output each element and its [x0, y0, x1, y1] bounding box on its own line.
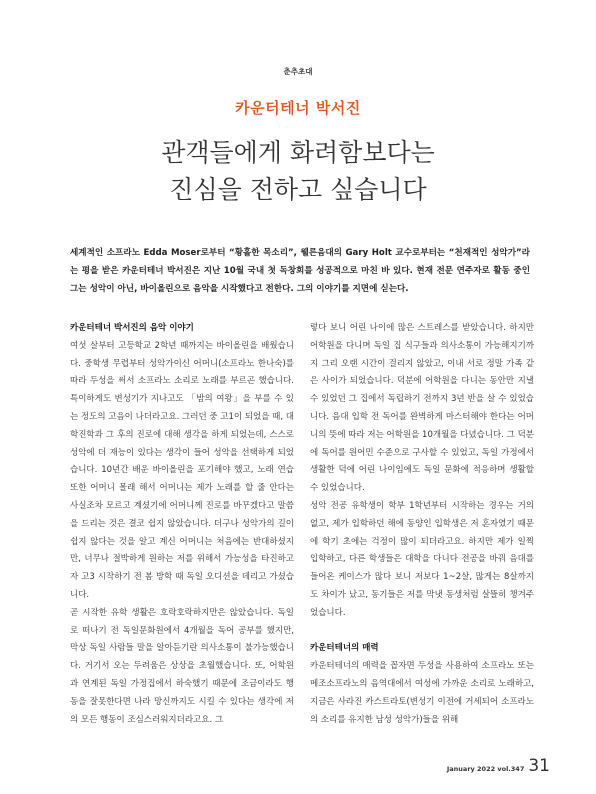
body-paragraph: 렇다 보니 어린 나이에 많은 스트레스를 받았습니다. 하지만 어학원을 다니며 독일 집 식구들과 의사소통이 가능해지기까지 그리 오랜 시간이 걸리지 않았고, 이내 서로 정말 가족 같은 사이가 되었습니다. 덕분에 어학원을 다니는 동안만 지낼 수 있었던 그 집에서 독립하기 전까지 3년 반을 살 수 있었습니다. 음대 입학 전 독어를 완벽하게 마스터해야 한다는 어머니의 뜻에 따라 저는 어학원을 10개월을 다녔습니다. 그 덕분에 독어를 원어민 수준으로 구사할 수 있었고, 독일 가정에서 생활한 덕에 어린 나이임에도 독일 문화에 적응하며 생활할 수 있었습니다. [310, 323, 534, 494]
lead-paragraph: 세계적인 소프라노 Edda Moser로부터 “황홀한 목소리”, 웰른음대의 Gary Holt 교수로부터는 “천재적인 성악가”라는 평을 받은 카운터테너 박서진은 지난 10월 국내 첫 독창회를 성공적으로 마친 바 있다. 현재 전문 연주자로 활동 중인 그는 성악이 아닌, 바이올린으로 음악을 시작했다고 전한다. 그의 이야기를 지면에 싣는다. [70, 248, 530, 294]
title-line-1: 관객들에게 화려함보다는 [161, 138, 435, 167]
title-line-2: 진심을 전하고 싶습니다 [169, 175, 427, 204]
paragraph-spacer [310, 623, 534, 641]
article-subtitle: 카운터테너 박서진 [235, 99, 361, 117]
issue-label: January 2022 vol.347 [446, 765, 525, 773]
right-column [310, 320, 534, 729]
body-paragraph: 곧 시작한 유학 생활은 호락호락하지만은 않았습니다. 독일로 떠나기 전 독일문화원에서 4개월을 독어 공부를 했지만, 막상 독일 사람들 말을 알아듣기란 의사소통이 불가능했습니다. 거기서 오는 두려움은 상상을 초월했습니다. 또, 어학원과 연계된 독일 가정집에서 하숙했기 때문에 조금이라도 행동을 잘못한다면 나라 망신까지도 시킬 수 있다는 생각에 저의 모든 행동이 조심스러워지더라고요. 그 [70, 607, 294, 725]
section-heading-countertenor-charm: 카운터테너의 매력 [310, 643, 379, 654]
page-footer [447, 756, 550, 776]
body-paragraph: 여섯 살부터 고등학교 2학년 때까지는 바이올린을 배웠습니다. 중학생 무렵부터 성악가이신 어머니(소프라노 한나숙)를 따라 두성을 써서 소프라노 소리로 노래를 부르곤 했습니다. 특이하게도 변성기가 지나고도 「밤의 여왕」을 부를 수 있는 정도의 고음이 나더라고요. 그러던 중 고1이 되었을 때, 대학진학과 그 후의 진로에 대해 생각을 하게 되었는데, 스스로 성악에 더 재능이 있다는 생각이 들어 성악을 선택하게 되었습니다. 10년간 배운 바이올린을 포기해야 했고, 노래 연습 또한 어머니 몰래 해서 어머니는 제가 노래를 할 줄 안다는 사실조차 모르고 계셨기에 어머니께 진로를 바꾸겠다고 말씀을 드리는 것은 결코 쉽지 않았습니다. 더구나 성악가의 길이 쉽지 않다는 것을 알고 계신 어머니는 처음에는 반대하셨지만, 너무나 절박하게 원하는 저를 위해서 가능성을 타진하고자 고3 시작하기 전 봄 방학 때 독일 오디션을 데리고 가셨습니다. [70, 340, 294, 600]
body-paragraph: 성악 전공 유학생이 학부 1학년부터 시작하는 경우는 거의 없고, 제가 입학하던 해에 동양인 입학생은 저 혼자였기 때문에 학기 초에는 걱정이 많이 되더라고요. 하지만 제가 일찍 입학하고, 다른 학생들은 대학을 다니다 전공을 바꿔 음대를 들어온 케이스가 많다 보니 저보다 1~2살, 많게는 8살까지도 차이가 났고, 동기들은 저를 막냇 동생처럼 살뜰히 챙겨주었습니다. [310, 500, 534, 618]
section-heading-music-story: 카운터테너 박서진의 음악 이야기 [70, 323, 194, 333]
left-column [70, 320, 294, 729]
section-tag: 춘추초대 [283, 67, 313, 76]
page-number: 31 [528, 756, 550, 776]
body-paragraph: 카운터테너의 매력을 꼽자면 두성을 사용하여 소프라노 또는 메조소프라노의 음역대에서 여성에 가까운 소리로 노래하고, 지금은 사라진 카스트라토(변성기 이전에 거세되어 소프라노의 소리를 유지한 남성 성악가)들을 위해 [310, 661, 534, 725]
article-title [0, 134, 596, 208]
